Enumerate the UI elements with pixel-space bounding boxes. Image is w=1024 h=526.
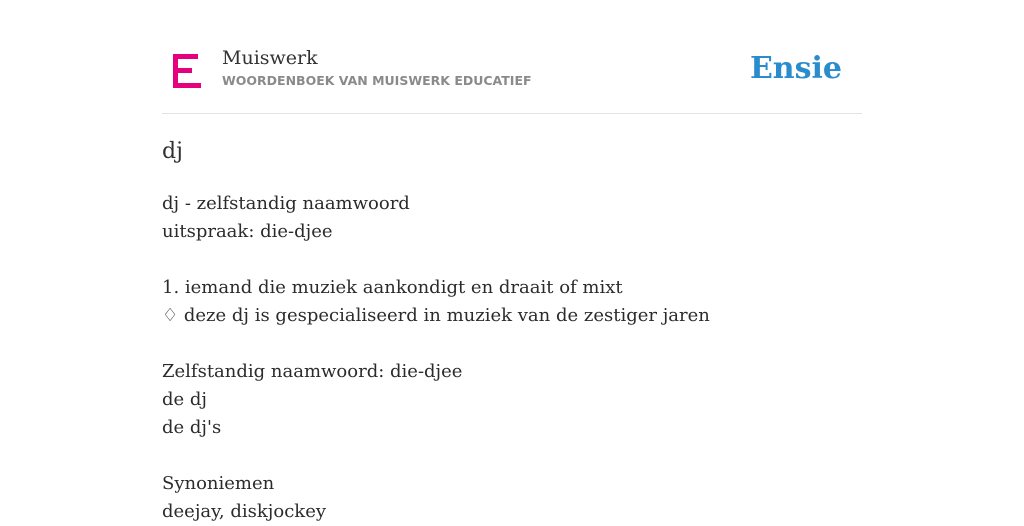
entry-line: Zelfstandig naamwoord: die-djee xyxy=(162,361,463,382)
header-divider xyxy=(162,113,862,114)
entry-line: uitspraak: die-djee xyxy=(162,221,333,242)
line-spacer xyxy=(162,246,862,274)
entry-line: de dj xyxy=(162,389,207,410)
entry-line: deejay, diskjockey xyxy=(162,501,327,522)
logo-bar xyxy=(173,83,201,88)
brand-title[interactable]: Muiswerk xyxy=(222,47,318,69)
entry-line: ♢ deze dj is gespecialiseerd in muziek van de zestiger jaren xyxy=(162,305,710,326)
entry-line: de dj's xyxy=(162,417,222,438)
line-spacer xyxy=(162,330,862,358)
brand-subtitle: WOORDENBOEK VAN MUISWERK EDUCATIEF xyxy=(222,73,532,88)
ensie-logo[interactable]: Ensie xyxy=(749,51,842,86)
entry-line: dj - zelfstandig naamwoord xyxy=(162,193,410,214)
line-spacer xyxy=(162,442,862,470)
logo-bar xyxy=(173,68,192,73)
muiswerk-logo-icon[interactable] xyxy=(173,54,201,88)
entry-line: 1. iemand die muziek aankondigt en draait of mixt xyxy=(162,277,623,298)
entry-body xyxy=(162,190,862,526)
page xyxy=(162,0,862,522)
site-header xyxy=(162,44,862,96)
entry-line: Synoniemen xyxy=(162,473,275,494)
brand-block xyxy=(222,46,532,88)
entry-title: dj xyxy=(162,139,183,164)
